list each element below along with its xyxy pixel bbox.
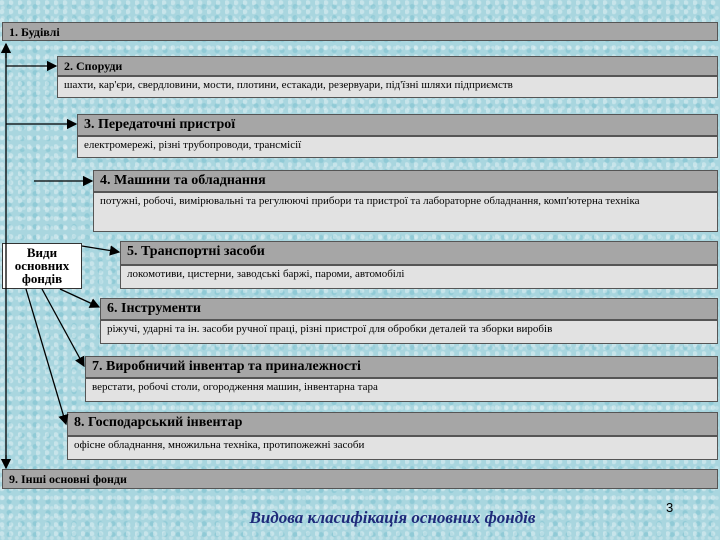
fund-types-label: Види основних фондів (2, 243, 82, 289)
item-9-heading: 9. Інші основні фонди (2, 469, 718, 489)
arrow-to-item-6 (60, 289, 99, 307)
item-6-heading: 6. Інструменти (100, 298, 718, 320)
item-5-description: локомотиви, цистерни, заводські баржі, пароми, автомобілі (120, 265, 718, 289)
item-4-description: потужні, робочі, вимірювальні та регулюючі прибори та пристрої та лабораторне обладнання, комп'ютерна техніка (93, 192, 718, 232)
item-8-heading: 8. Господарський інвентар (67, 412, 718, 436)
item-8-description: офісне обладнання, множильна техніка, протипожежні засоби (67, 436, 718, 460)
arrow-to-item-7 (42, 289, 84, 366)
item-7-description: верстати, робочі столи, огородження машин, інвентарна тара (85, 378, 718, 402)
item-1-heading: 1. Будівлі (2, 22, 718, 41)
item-6-description: ріжучі, ударні та ін. засоби ручної праці, різні пристрої для обробки деталей та зборки виробів (100, 320, 718, 344)
arrow-to-item-5 (82, 246, 119, 252)
item-3-description: електромережі, різні трубопроводи, трансмісії (77, 136, 718, 158)
item-2-heading: 2. Споруди (57, 56, 718, 76)
item-2-description: шахти, кар'єри, свердловини, мости, плотини, естакади, резервуари, під'їзні шляхи підприємств (57, 76, 718, 98)
item-4-heading: 4. Машини та обладнання (93, 170, 718, 192)
item-5-heading: 5. Транспортні засоби (120, 241, 718, 265)
page-number: 3 (666, 500, 674, 515)
arrow-to-item-8 (26, 289, 66, 424)
slide-title: Видова класифікація основних фондів (249, 508, 536, 527)
item-3-heading: 3. Передаточні пристрої (77, 114, 718, 136)
item-7-heading: 7. Виробничий інвентар та приналежності (85, 356, 718, 378)
